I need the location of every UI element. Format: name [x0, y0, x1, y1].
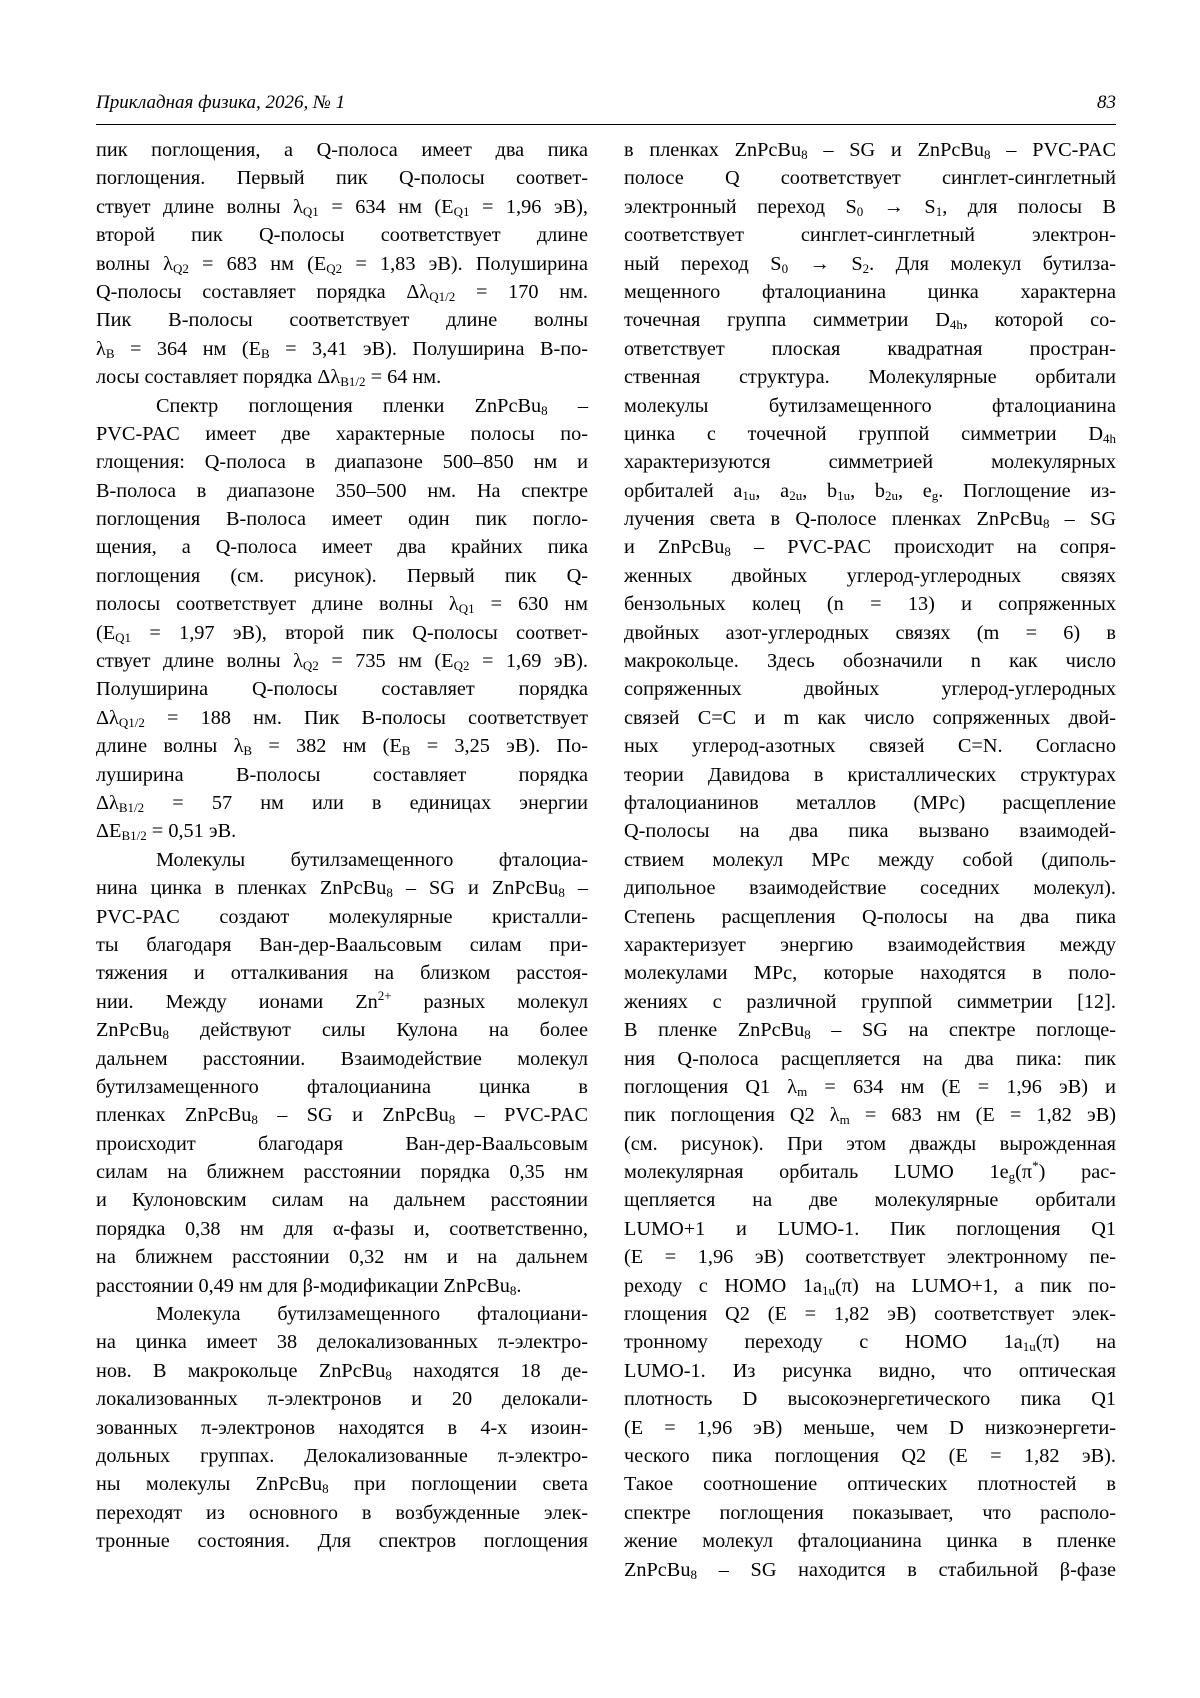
text-line: (см. рисунок). При этом дважды вырожденная — [624, 1132, 1116, 1155]
text-line: полосы соответствует длине волны $\lambda_{Q1} = 630$ нм — [96, 593, 589, 617]
text-line: и Кулоновским силам на дальнем расстоянии — [96, 1189, 588, 1212]
text-line: ных углерод-азотных связей C=N. Согласно — [624, 735, 1116, 758]
text-line: щепляется на две молекулярные орбитали — [624, 1189, 1116, 1212]
text-line: соответствует синглет-синглетный электрон- — [624, 224, 1116, 247]
text-line: волны $\lambda_{Q2} = 683$ нм ($E_{Q2} = 1,83$ эВ). Полуширина — [96, 252, 588, 276]
text-line: тяжения и отталкивания на близком расстоя- — [96, 962, 588, 985]
text-line: спектре поглощения показывает, что располо- — [624, 1501, 1116, 1524]
text-line: ты благодаря Ван-дер-Ваальсовым силам при- — [96, 933, 588, 956]
text-line: нов. В макрокольце ZnPcBu$_8$ находятся 18 де- — [96, 1359, 588, 1383]
text-line: зованных π-электронов находятся в 4-х изоин- — [96, 1416, 588, 1439]
text-line: нии. Между ионами $Zn^{2+}$ разных молекул — [96, 987, 588, 1013]
text-line: ZnPcBu$_8$ – SG находится в стабильной β-фазе — [624, 1558, 1116, 1582]
text-line: ($E_{Q1} = 1,97$ эВ), второй пик Q-полосы соответ- — [96, 621, 588, 645]
text-line: на ближнем расстоянии 0,32 нм и на дальнем — [96, 1246, 588, 1269]
text-line: ственная структура. Молекулярные орбитали — [624, 366, 1116, 389]
text-line: $\lambda_B = 364$ нм ($E_B = 3,41$ эВ). Полуширина B-по- — [96, 337, 588, 361]
text-line: мещенного фталоцианина цинка характерна — [624, 280, 1116, 303]
text-line: пленках ZnPcBu$_8$ – SG и ZnPcBu$_8$ – PVC-PAC — [96, 1104, 588, 1128]
text-line: ствием молекул MPc между собой (диполь- — [624, 848, 1116, 871]
text-line: ны молекулы ZnPcBu$_8$ при поглощении света — [96, 1473, 588, 1497]
text-line: пик поглощения, а Q-полоса имеет два пика — [96, 139, 588, 161]
text-line: тронные состояния. Для спектров поглощения — [96, 1530, 588, 1553]
text-line: тронному переходу с HOMO $1a_{1u}(\pi)$ на — [624, 1331, 1116, 1355]
text-line: в пленках ZnPcBu$_8$ – SG и ZnPcBu$_8$ – PVC-PAC — [624, 139, 1116, 162]
text-line: нина цинка в пленках ZnPcBu$_8$ – SG и ZnPcBu$_8$ – — [96, 877, 589, 901]
text-line: лосы составляет порядка $\Delta\lambda_{B1/2} = 64$ нм. — [96, 366, 442, 390]
running-header — [96, 92, 1116, 122]
text-line: PVC-PAC создают молекулярные кристалли- — [96, 905, 588, 928]
text-line: бензольных колец (n = 13) и сопряженных — [624, 593, 1116, 616]
text-line: Q-полосы составляет порядка $\Delta\lambda_{Q1/2} = 170$ нм. — [96, 280, 588, 304]
text-line: на цинка имеет 38 делокализованных π-электро- — [96, 1331, 588, 1354]
text-line: локализованных π-электронов и 20 делокали- — [96, 1388, 588, 1411]
text-line: ный переход $S_0 \to S_2$. Для молекул бутилза- — [624, 252, 1117, 276]
journal-title: Прикладная физика, 2026, № 1 — [96, 92, 346, 113]
text-line: (E = 1,96 эВ) меньше, чем D низкоэнергети- — [624, 1416, 1116, 1439]
text-line: LUMO-1. Из рисунка видно, что оптическая — [624, 1359, 1116, 1382]
text-line: поглощения (см. рисунок). Первый пик Q- — [96, 564, 588, 587]
text-line: жениях с различной группой симметрии [12]. — [624, 990, 1116, 1013]
text-line: пик поглощения Q2 $\lambda_m = 683$ нм (E = 1,82 эВ) — [624, 1104, 1116, 1128]
text-line: поглощения B-полоса имеет один пик погло- — [96, 508, 588, 531]
text-line: глощения: Q-полоса в диапазоне 500–850 нм и — [96, 451, 588, 474]
text-line: поглощения. Первый пик Q-полосы соответ- — [96, 167, 588, 190]
text-line: реходу с HOMO $1a_{1u}(\pi)$ на LUMO+1, а пик по- — [624, 1274, 1116, 1298]
text-line: бутилзамещенного фталоцианина цинка в — [96, 1075, 588, 1098]
text-line: характеризует энергию взаимодействия между — [624, 933, 1116, 956]
text-line: ZnPcBu$_8$ действуют силы Кулона на более — [96, 1019, 588, 1043]
left-column — [96, 136, 588, 1556]
text-line: фталоцианинов металлов (MPc) расщепление — [624, 791, 1116, 814]
text-line: Спектр поглощения пленки ZnPcBu$_8$ – — [156, 394, 588, 418]
text-line: Пик B-полосы соответствует длине волны — [96, 309, 588, 332]
text-line: полосе Q соответствует синглет-синглетный — [624, 167, 1116, 190]
text-line: B-полоса в диапазоне 350–500 нм. На спектре — [96, 479, 588, 502]
text-line: ческого пика поглощения Q2 (E = 1,82 эВ). — [624, 1444, 1116, 1467]
text-line: (E = 1,96 эВ) соответствует электронному пе- — [624, 1246, 1116, 1269]
text-line: $\Delta\lambda_{Q1/2} = 188$ нм. Пик B-полосы соответствует — [96, 706, 588, 730]
text-line: молекулярная орбиталь LUMO $1e_g(\pi^*)$ рас- — [624, 1158, 1116, 1185]
text-line: плотность D высокоэнергетического пика Q1 — [624, 1388, 1116, 1411]
text-line: глощения Q2 (E = 1,82 эВ) соответствует элек- — [624, 1303, 1116, 1326]
text-line: Q-полосы на два пика вызвано взаимодей- — [624, 820, 1116, 843]
text-line: PVC-PAC имеет две характерные полосы по- — [96, 422, 588, 445]
right-column — [624, 136, 1116, 1584]
text-line: $\Delta\lambda_{B1/2} = 57$ нм или в единицах энергии — [96, 791, 588, 815]
text-line: происходит благодаря Ван-дер-Ваальсовым — [96, 1132, 588, 1155]
text-line: поглощения Q1 $\lambda_m = 634$ нм (E = 1,96 эВ) и — [624, 1075, 1116, 1099]
text-line: ния Q-полоса расщепляется на два пика: пик — [624, 1047, 1116, 1070]
text-line: ствует длине волны $\lambda_{Q2} = 735$ нм ($E_{Q2} = 1,69$ эВ). — [96, 650, 588, 674]
text-line: Полуширина Q-полосы составляет порядка — [96, 678, 588, 701]
text-line: дипольное взаимодействие соседних молекул). — [624, 877, 1116, 900]
text-line: точечная группа симметрии $D_{4h}$, которой со- — [624, 309, 1116, 333]
text-line: характеризуются симметрией молекулярных — [624, 451, 1116, 474]
text-line: Такое соотношение оптических плотностей в — [624, 1473, 1116, 1496]
header-rule — [96, 124, 1116, 125]
text-line: В пленке ZnPcBu$_8$ – SG на спектре поглоще- — [624, 1019, 1116, 1043]
text-line: $\Delta E_{B1/2} = 0,51$ эВ. — [96, 820, 237, 844]
text-line: щения, а Q-полоса имеет два крайних пика — [96, 536, 588, 559]
text-line: молекулы бутилзамещенного фталоцианина — [624, 394, 1116, 417]
text-line: теории Давидова в кристаллических структурах — [624, 763, 1116, 786]
text-line: двойных азот-углеродных связях (m = 6) в — [624, 621, 1116, 644]
text-line: расстоянии 0,49 нм для β-модификации ZnPcBu$_8$. — [96, 1274, 522, 1298]
text-line: лучения света в Q-полосе пленках ZnPcBu$_8$ – SG — [624, 508, 1116, 532]
text-line: электронный переход $S_0 \to S_1$, для полосы B — [624, 195, 1117, 219]
text-line: Степень расщепления Q-полосы на два пика — [624, 905, 1116, 928]
text-line: ответствует плоская квадратная простран- — [624, 337, 1116, 360]
text-line: сопряженных двойных углерод-углеродных — [624, 678, 1116, 701]
text-line: цинка с точечной группой симметрии $D_{4h}$ — [624, 422, 1116, 446]
text-line: силам на ближнем расстоянии порядка 0,35 нм — [96, 1161, 588, 1184]
text-line: дольных группах. Делокализованные π-электро- — [96, 1444, 588, 1467]
text-line: луширина B-полосы составляет порядка — [96, 763, 588, 786]
text-line: и ZnPcBu$_8$ – PVC-PAC происходит на сопря- — [624, 536, 1116, 560]
text-line: орбиталей $a_{1u}$, $a_{2u}$, $b_{1u}$, $b_{2u}$, $e_g$. Поглощение из- — [624, 479, 1116, 503]
text-line: молекулами MPc, которые находятся в поло- — [624, 962, 1116, 985]
text-line: жение молекул фталоцианина цинка в пленке — [624, 1530, 1116, 1553]
page-number: 83 — [1097, 92, 1116, 113]
text-line: Молекула бутилзамещенного фталоциани- — [156, 1303, 588, 1326]
text-line: связей C=C и m как число сопряженных двой- — [624, 706, 1116, 729]
text-line: женных двойных углерод-углеродных связях — [624, 564, 1116, 587]
text-line: длине волны $\lambda_B = 382$ нм ($E_B = 3,25$ эВ). По- — [96, 735, 588, 759]
text-line: LUMO+1 и LUMO-1. Пик поглощения Q1 — [624, 1217, 1116, 1240]
text-line: дальнем расстоянии. Взаимодействие молекул — [96, 1047, 588, 1070]
text-line: порядка 0,38 нм для α-фазы и, соответственно, — [96, 1217, 588, 1240]
text-line: переходят из основного в возбужденные элек- — [96, 1501, 588, 1524]
text-line: ствует длине волны $\lambda_{Q1} = 634$ нм ($E_{Q1} = 1,96$ эВ), — [96, 195, 588, 219]
text-line: макрокольце. Здесь обозначили n как число — [624, 650, 1116, 673]
text-line: второй пик Q-полосы соответствует длине — [96, 224, 588, 247]
text-line: Молекулы бутилзамещенного фталоциа- — [156, 848, 588, 871]
